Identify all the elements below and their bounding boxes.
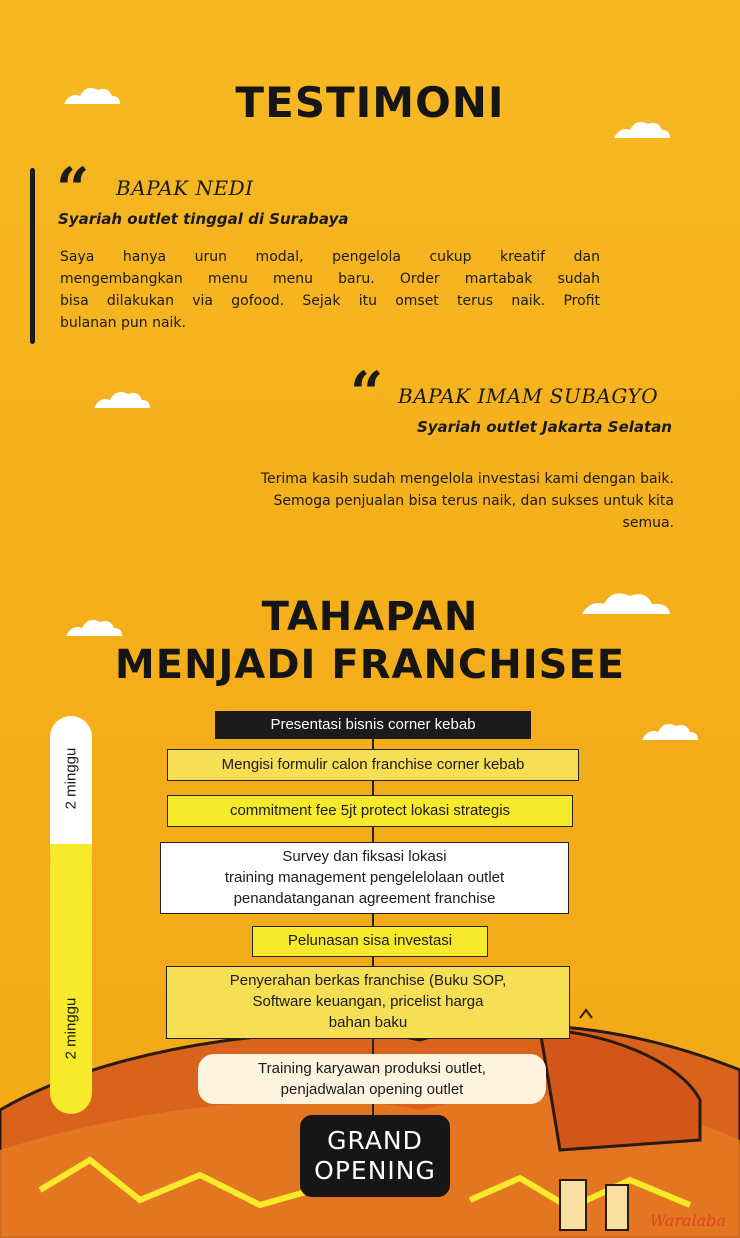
step-5: Pelunasan sisa investasi	[252, 926, 488, 957]
step-3: commitment fee 5jt protect lokasi strategis	[167, 795, 573, 827]
step-6: Penyerahan berkas franchise (Buku SOP, Software keuangan, pricelist harga bahan baku	[166, 966, 570, 1039]
step-4: Survey dan fiksasi lokasi training management pengelelolaan outlet penandatanganan agreement franchise	[160, 842, 569, 914]
tahapan-title: TAHAPAN	[261, 594, 479, 640]
testimonial-text: Saya hanya urun modal, pengelola cukup kreatif dan mengembangkan menu menu baru. Order martabak sudah bisa dilakukan via gofood. Sejak itu omset terus naik. Profit bulanan pun naik.	[60, 249, 600, 331]
duration-label: 2 minggu	[62, 997, 80, 1060]
testimoni-title: TESTIMONI	[235, 78, 505, 127]
quote-accent-bar	[30, 168, 35, 344]
quote-mark-icon: “	[56, 155, 90, 223]
duration-bar	[50, 844, 92, 1114]
testimonial-subtitle: Syariah outlet Jakarta Selatan	[416, 418, 672, 436]
step-2: Mengisi formulir calon franchise corner kebab	[167, 749, 579, 781]
quote-mark-icon: “	[350, 359, 384, 427]
grand-opening-badge: GRAND OPENING	[300, 1115, 450, 1197]
testimonial-name: BAPAK NEDI	[116, 176, 254, 200]
cloud-icon	[92, 388, 152, 410]
step-7: Training karyawan produksi outlet, penjadwalan opening outlet	[198, 1054, 546, 1104]
testimonial-text: Terima kasih sudah mengelola investasi kami dengan baik. Semoga penjualan bisa terus naik, dan sukses untuk kita semua.	[260, 471, 674, 531]
testimonial-name: BAPAK IMAM SUBAGYO	[398, 384, 659, 408]
watermark-logo: Waralaba	[649, 1211, 726, 1230]
step-1: Presentasi bisnis corner kebab	[215, 711, 531, 739]
testimonial-subtitle: Syariah outlet tinggal di Surabaya	[58, 210, 349, 228]
duration-label: 2 minggu	[62, 747, 80, 810]
cloud-icon	[640, 720, 700, 742]
franchisee-title: MENJADI FRANCHISEE	[114, 642, 626, 688]
